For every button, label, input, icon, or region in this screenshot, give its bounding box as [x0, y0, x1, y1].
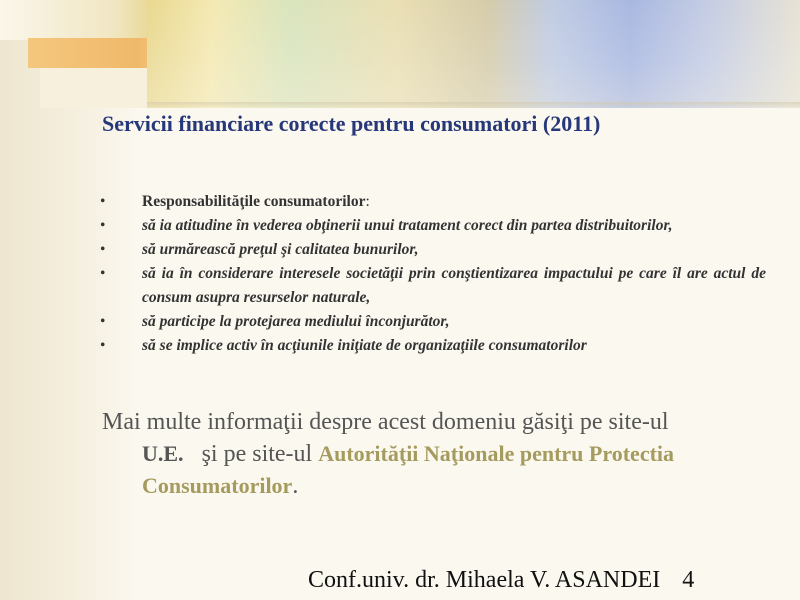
more-info-intro: Mai multe informaţii despre acest domeniu găsiţi pe site-ul: [102, 409, 669, 435]
more-info-connector: şi pe site-ul: [201, 441, 313, 467]
more-info-paragraph: [102, 406, 782, 502]
list-item-text: să urmărească preţul şi calitatea bunurilor,: [142, 241, 419, 258]
slide-footer: [308, 567, 694, 594]
list-item: [100, 238, 766, 262]
flower-photo-block: [147, 0, 800, 108]
bullet-marker: •: [100, 265, 106, 282]
bullet-marker: •: [100, 241, 106, 258]
bullet-marker: •: [100, 193, 106, 210]
list-item: [100, 262, 766, 310]
list-item: [100, 214, 766, 238]
pale-decor-box: [40, 68, 147, 108]
list-item-text: să participe la protejarea mediului înconjurător,: [142, 313, 450, 330]
bullet-marker: •: [100, 337, 106, 354]
eu-site-link[interactable]: U.E.: [142, 441, 184, 466]
more-info-end: .: [292, 473, 299, 499]
slide-title: Servicii financiare corecte pentru consumatori (2011): [102, 111, 601, 136]
footer-author: Conf.univ. dr. Mihaela V. ASANDEI: [308, 567, 661, 593]
responsibilities-heading: Responsabilităţile consumatorilor: [142, 193, 366, 210]
decorative-photo-strip: [0, 0, 800, 108]
list-item-text: să ia atitudine în vederea obţinerii unui tratament corect din partea distribuitorilor,: [142, 217, 673, 234]
responsibilities-list: [100, 190, 766, 358]
heading-colon: :: [365, 193, 370, 210]
page-number: 4: [682, 567, 695, 593]
anpc-site-link[interactable]: Autorităţii Naţionale pentru Protectia Consumatorilor: [142, 441, 675, 498]
bullet-marker: •: [100, 217, 106, 234]
photo-strip-shadow: [147, 102, 800, 108]
list-item-text: să se implice activ în acţiunile iniţiate de organizaţiile consumatorilor: [142, 337, 587, 354]
list-item: [100, 334, 766, 358]
list-item: [100, 310, 766, 334]
list-item-text: să ia în considerare interesele societăţii prin conştientizarea impactului pe care îl are actul de consum asupra resurselor naturale,: [142, 265, 766, 306]
responsibilities-heading-item: [100, 190, 766, 214]
bullet-marker: •: [100, 313, 106, 330]
more-info-links: [102, 438, 782, 502]
